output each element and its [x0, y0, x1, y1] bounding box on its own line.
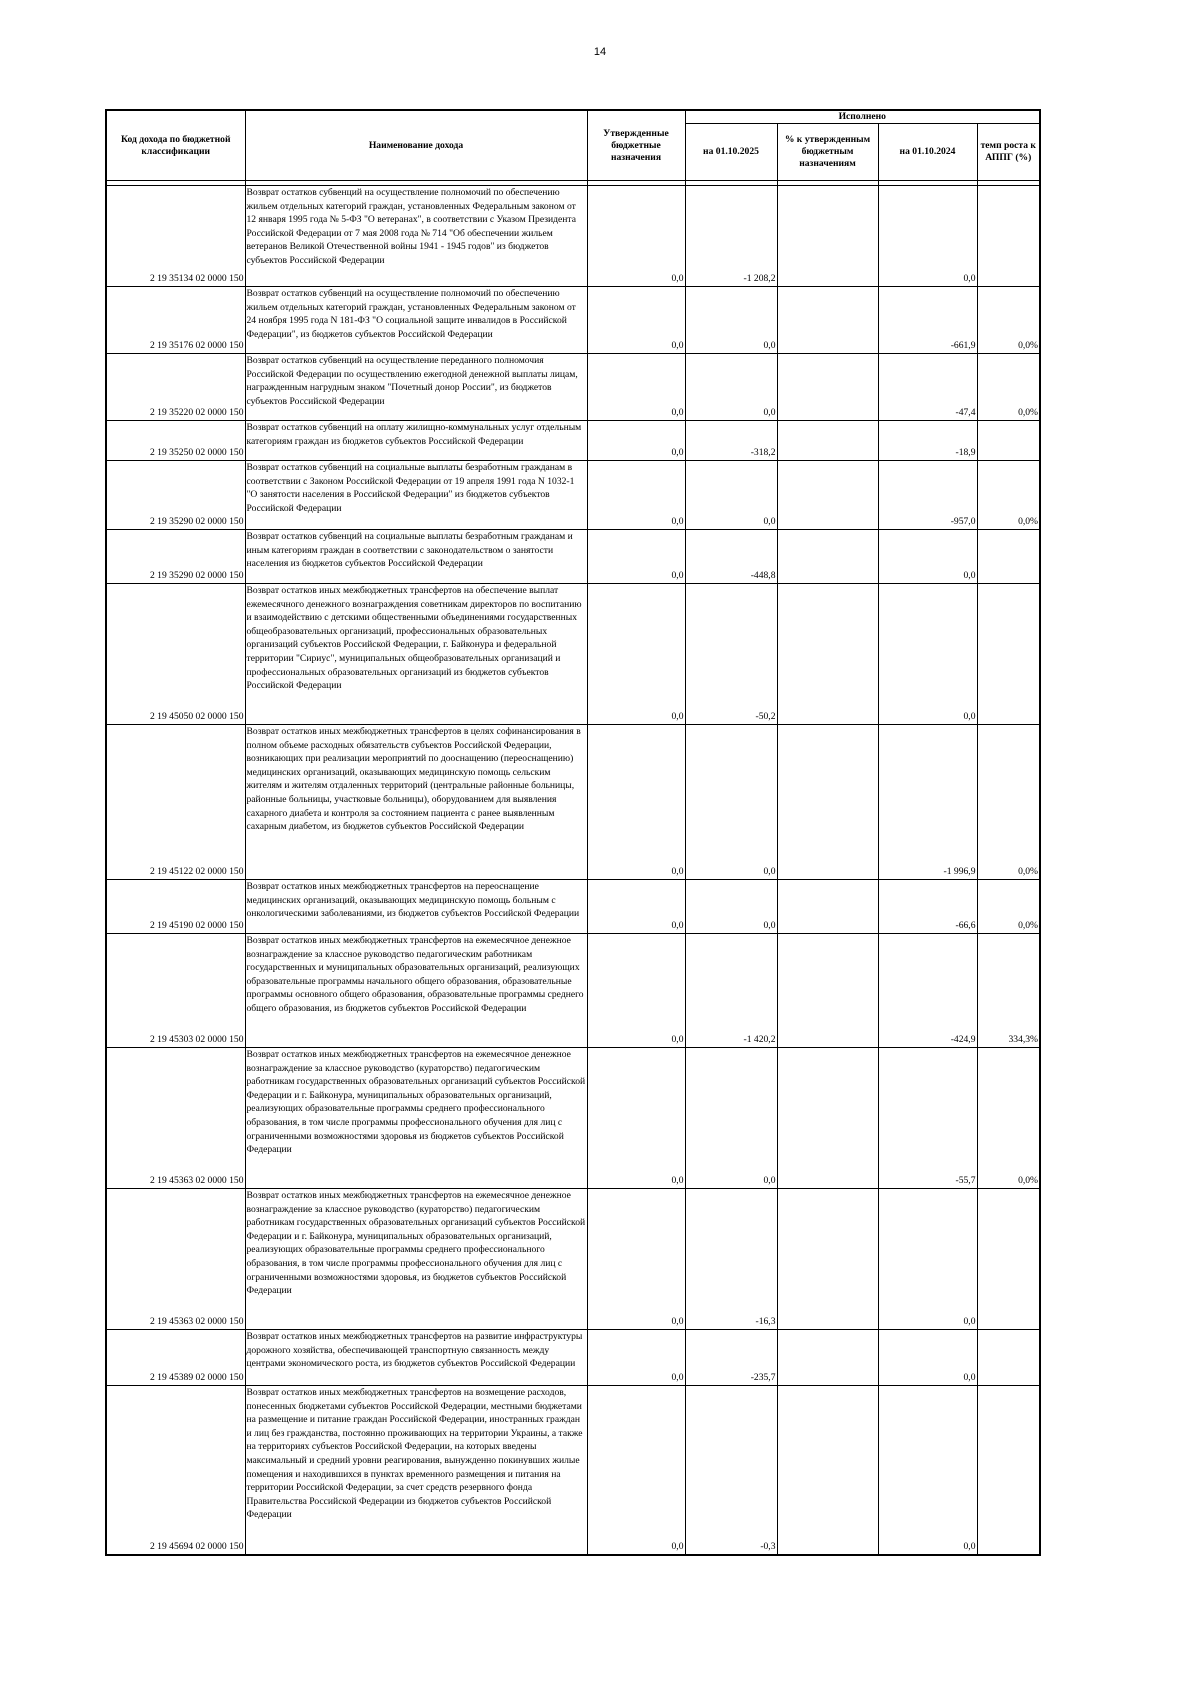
income-name-cell: Возврат остатков субвенций на осуществление полномочий по обеспечению жильем отдельных категорий граждан, установленных Федеральным законом от 12 января 1995 года № 5-ФЗ "О ветеранах", в соответствии с Указом Президента Российской Федерации от 7 мая 2008 года № 714 "Об обеспечении жильем ветеранов Великой Отечественной войны 1941 - 1945 годов" из бюджетов субъектов Российской Федерации	[245, 186, 587, 287]
table-row	[106, 186, 1040, 287]
executed-2024-cell: -55,7	[878, 1048, 977, 1189]
executed-2025-cell: -448,8	[685, 530, 777, 584]
percent-approved-cell	[777, 1330, 878, 1386]
executed-2025-cell: -16,3	[685, 1189, 777, 1330]
executed-2025-cell: 0,0	[685, 287, 777, 354]
income-name-cell: Возврат остатков иных межбюджетных трансфертов на развитие инфраструктуры дорожного хозяйства, обеспечивающей транспортную связанность между центрами экономического роста, из бюджетов субъектов Российской Федерации	[245, 1330, 587, 1386]
approved-cell: 0,0	[587, 461, 685, 530]
growth-rate-cell: 334,3%	[977, 934, 1040, 1048]
percent-approved-cell	[777, 287, 878, 354]
table-row	[106, 530, 1040, 584]
growth-rate-cell	[977, 421, 1040, 461]
income-name-cell: Возврат остатков иных межбюджетных трансфертов на ежемесячное денежное вознаграждение за классное руководство (кураторство) педагогическим работникам государственных образовательных организаций субъектов Российской Федерации и г. Байконура, муниципальных образовательных организаций, реализующих образовательные программы среднего профессионального образования, в том числе программы профессионального обучения для лиц с ограниченными возможностями здоровья из бюджетов субъектов Российской Федерации	[245, 1048, 587, 1189]
income-code-cell: 2 19 35176 02 0000 150	[106, 287, 245, 354]
approved-cell: 0,0	[587, 880, 685, 934]
header-executed-2025: на 01.10.2025	[685, 124, 777, 181]
executed-2025-cell: -318,2	[685, 421, 777, 461]
executed-2024-cell: -957,0	[878, 461, 977, 530]
executed-2024-cell: -47,4	[878, 354, 977, 421]
table-row	[106, 584, 1040, 725]
growth-rate-cell	[977, 1330, 1040, 1386]
executed-2025-cell: -235,7	[685, 1330, 777, 1386]
approved-cell: 0,0	[587, 584, 685, 725]
income-code-cell: 2 19 35250 02 0000 150	[106, 421, 245, 461]
executed-2025-cell: 0,0	[685, 880, 777, 934]
percent-approved-cell	[777, 880, 878, 934]
income-code-cell: 2 19 45389 02 0000 150	[106, 1330, 245, 1386]
table-row	[106, 880, 1040, 934]
growth-rate-cell: 0,0%	[977, 1048, 1040, 1189]
table-row	[106, 934, 1040, 1048]
income-name-cell: Возврат остатков субвенций на социальные выплаты безработным гражданам в соответствии с Законом Российской Федерации от 19 апреля 1991 года N 1032-1 "О занятости населения в Российской Федерации" из бюджетов субъектов Российской Федерации	[245, 461, 587, 530]
income-name-cell: Возврат остатков иных межбюджетных трансфертов на возмещение расходов, понесенных бюджетами субъектов Российской Федерации, местными бюджетами на размещение и питание граждан Российской Федерации, иностранных граждан и лиц без гражданства, постоянно проживающих на территории Украины, а также на территориях субъектов Российской Федерации, на которых введены максимальный и средний уровни реагирования, вынужденно покинувших жилые помещения и находившихся в пунктах временного размещения и питания на территории Российской Федерации, за счет средств резервного фонда Правительства Российской Федерации из бюджетов субъектов Российской Федерации	[245, 1386, 587, 1555]
page-number: 14	[593, 46, 607, 58]
income-code-cell: 2 19 35134 02 0000 150	[106, 186, 245, 287]
table-row	[106, 287, 1040, 354]
executed-2024-cell: 0,0	[878, 584, 977, 725]
approved-cell: 0,0	[587, 1386, 685, 1555]
table-row	[106, 1048, 1040, 1189]
growth-rate-cell: 0,0%	[977, 880, 1040, 934]
table-row	[106, 461, 1040, 530]
income-name-cell: Возврат остатков иных межбюджетных трансфертов на ежемесячное денежное вознаграждение за классное руководство педагогическим работникам государственных и муниципальных образовательных организаций, реализующих образовательные программы начального общего образования, образовательные программы основного общего образования, образовательные программы среднего общего образования, из бюджетов субъектов Российской Федерации	[245, 934, 587, 1048]
table-header	[106, 110, 1040, 181]
executed-2024-cell: 0,0	[878, 1386, 977, 1555]
income-code-cell: 2 19 45050 02 0000 150	[106, 584, 245, 725]
header-approved: Утвержденные бюджетные назначения	[587, 110, 685, 181]
approved-cell: 0,0	[587, 725, 685, 880]
growth-rate-cell: 0,0%	[977, 725, 1040, 880]
income-code-cell: 2 19 45190 02 0000 150	[106, 880, 245, 934]
income-name-cell: Возврат остатков субвенций на осуществление переданного полномочия Российской Федерации по осуществлению ежегодной денежной выплаты лицам, награжденным нагрудным знаком "Почетный донор России", из бюджетов субъектов Российской Федерации	[245, 354, 587, 421]
executed-2025-cell: 0,0	[685, 461, 777, 530]
table-row	[106, 1330, 1040, 1386]
executed-2025-cell: 0,0	[685, 1048, 777, 1189]
table-body	[106, 181, 1040, 1555]
executed-2025-cell: 0,0	[685, 354, 777, 421]
approved-cell: 0,0	[587, 186, 685, 287]
executed-2024-cell: -66,6	[878, 880, 977, 934]
income-name-cell: Возврат остатков иных межбюджетных трансфертов на переоснащение медицинских организаций, оказывающих медицинскую помощь больным с онкологическими заболеваниями, из бюджетов субъектов Российской Федерации	[245, 880, 587, 934]
executed-2024-cell: -18,9	[878, 421, 977, 461]
approved-cell: 0,0	[587, 421, 685, 461]
growth-rate-cell: 0,0%	[977, 287, 1040, 354]
income-name-cell: Возврат остатков субвенций на осуществление полномочий по обеспечению жильем отдельных категорий граждан, установленных Федеральным законом от 24 ноября 1995 года N 181-ФЗ "О социальной защите инвалидов в Российской Федерации", из бюджетов субъектов Российской Федерации	[245, 287, 587, 354]
approved-cell: 0,0	[587, 530, 685, 584]
income-code-cell: 2 19 35290 02 0000 150	[106, 461, 245, 530]
percent-approved-cell	[777, 934, 878, 1048]
income-code-cell: 2 19 45122 02 0000 150	[106, 725, 245, 880]
income-name-cell: Возврат остатков субвенций на социальные выплаты безработным гражданам и иным категориям граждан в соответствии с законодательством о занятости населения из бюджетов субъектов Российской Федерации	[245, 530, 587, 584]
table-row	[106, 354, 1040, 421]
executed-2024-cell: -661,9	[878, 287, 977, 354]
percent-approved-cell	[777, 421, 878, 461]
executed-2024-cell: -1 996,9	[878, 725, 977, 880]
percent-approved-cell	[777, 1048, 878, 1189]
approved-cell: 0,0	[587, 1189, 685, 1330]
income-code-cell: 2 19 35220 02 0000 150	[106, 354, 245, 421]
header-growth: темп роста к АППГ (%)	[977, 124, 1040, 181]
revenue-table	[105, 109, 1041, 1556]
approved-cell: 0,0	[587, 1330, 685, 1386]
percent-approved-cell	[777, 1189, 878, 1330]
growth-rate-cell	[977, 1189, 1040, 1330]
percent-approved-cell	[777, 1386, 878, 1555]
growth-rate-cell: 0,0%	[977, 461, 1040, 530]
header-name: Наименование дохода	[245, 110, 587, 181]
growth-rate-cell: 0,0%	[977, 354, 1040, 421]
header-code: Код дохода по бюджетной классификации	[106, 110, 245, 181]
income-name-cell: Возврат остатков иных межбюджетных трансфертов в целях софинансирования в полном объеме расходных обязательств субъектов Российской Федерации, возникающих при реализации мероприятий по дооснащению (переоснащению) медицинских организаций, оказывающих медицинскую помощь сельским жителям и жителям отдаленных территорий (центральные районные больницы, районные больницы, участковые больницы), оборудованием для выявления сахарного диабета и контроля за состоянием пациента с ранее выявленным сахарным диабетом, из бюджетов субъектов Российской Федерации	[245, 725, 587, 880]
income-name-cell: Возврат остатков субвенций на оплату жилищно-коммунальных услуг отдельным категориям граждан из бюджетов субъектов Российской Федерации	[245, 421, 587, 461]
percent-approved-cell	[777, 354, 878, 421]
header-percent-approved: % к утвержденным бюджетным назначениям	[777, 124, 878, 181]
income-code-cell: 2 19 45363 02 0000 150	[106, 1048, 245, 1189]
executed-2024-cell: 0,0	[878, 186, 977, 287]
executed-2024-cell: 0,0	[878, 530, 977, 584]
executed-2025-cell: -1 420,2	[685, 934, 777, 1048]
header-executed-2024: на 01.10.2024	[878, 124, 977, 181]
income-code-cell: 2 19 45694 02 0000 150	[106, 1386, 245, 1555]
income-name-cell: Возврат остатков иных межбюджетных трансфертов на обеспечение выплат ежемесячного денежного вознаграждения советникам директоров по воспитанию и взаимодействию с детскими общественными объединениями государственных общеобразовательных организаций, профессиональных образовательных организаций субъектов Российской Федерации, г. Байконура и федеральной территории "Сириус", муниципальных общеобразовательных организаций и профессиональных образовательных организаций из бюджетов субъектов Российской Федерации	[245, 584, 587, 725]
growth-rate-cell	[977, 530, 1040, 584]
approved-cell: 0,0	[587, 287, 685, 354]
percent-approved-cell	[777, 584, 878, 725]
table-row	[106, 1386, 1040, 1555]
income-code-cell: 2 19 45363 02 0000 150	[106, 1189, 245, 1330]
approved-cell: 0,0	[587, 1048, 685, 1189]
growth-rate-cell	[977, 1386, 1040, 1555]
table-row	[106, 1189, 1040, 1330]
table-row	[106, 421, 1040, 461]
table-row	[106, 725, 1040, 880]
percent-approved-cell	[777, 186, 878, 287]
income-code-cell: 2 19 45303 02 0000 150	[106, 934, 245, 1048]
executed-2024-cell: 0,0	[878, 1189, 977, 1330]
percent-approved-cell	[777, 530, 878, 584]
executed-2025-cell: -1 208,2	[685, 186, 777, 287]
percent-approved-cell	[777, 725, 878, 880]
approved-cell: 0,0	[587, 934, 685, 1048]
income-code-cell: 2 19 35290 02 0000 150	[106, 530, 245, 584]
executed-2024-cell: -424,9	[878, 934, 977, 1048]
approved-cell: 0,0	[587, 354, 685, 421]
executed-2025-cell: -0,3	[685, 1386, 777, 1555]
executed-2025-cell: -50,2	[685, 584, 777, 725]
growth-rate-cell	[977, 584, 1040, 725]
income-name-cell: Возврат остатков иных межбюджетных трансфертов на ежемесячное денежное вознаграждение за классное руководство (кураторство) педагогическим работникам государственных образовательных организаций субъектов Российской Федерации и г. Байконура, муниципальных образовательных организаций, реализующих образовательные программы среднего профессионального образования, в том числе программы профессионального обучения для лиц с ограниченными возможностями здоровья, из бюджетов субъектов Российской Федерации	[245, 1189, 587, 1330]
executed-2025-cell: 0,0	[685, 725, 777, 880]
percent-approved-cell	[777, 461, 878, 530]
growth-rate-cell	[977, 186, 1040, 287]
header-executed-group: Исполнено	[685, 110, 1040, 124]
executed-2024-cell: 0,0	[878, 1330, 977, 1386]
